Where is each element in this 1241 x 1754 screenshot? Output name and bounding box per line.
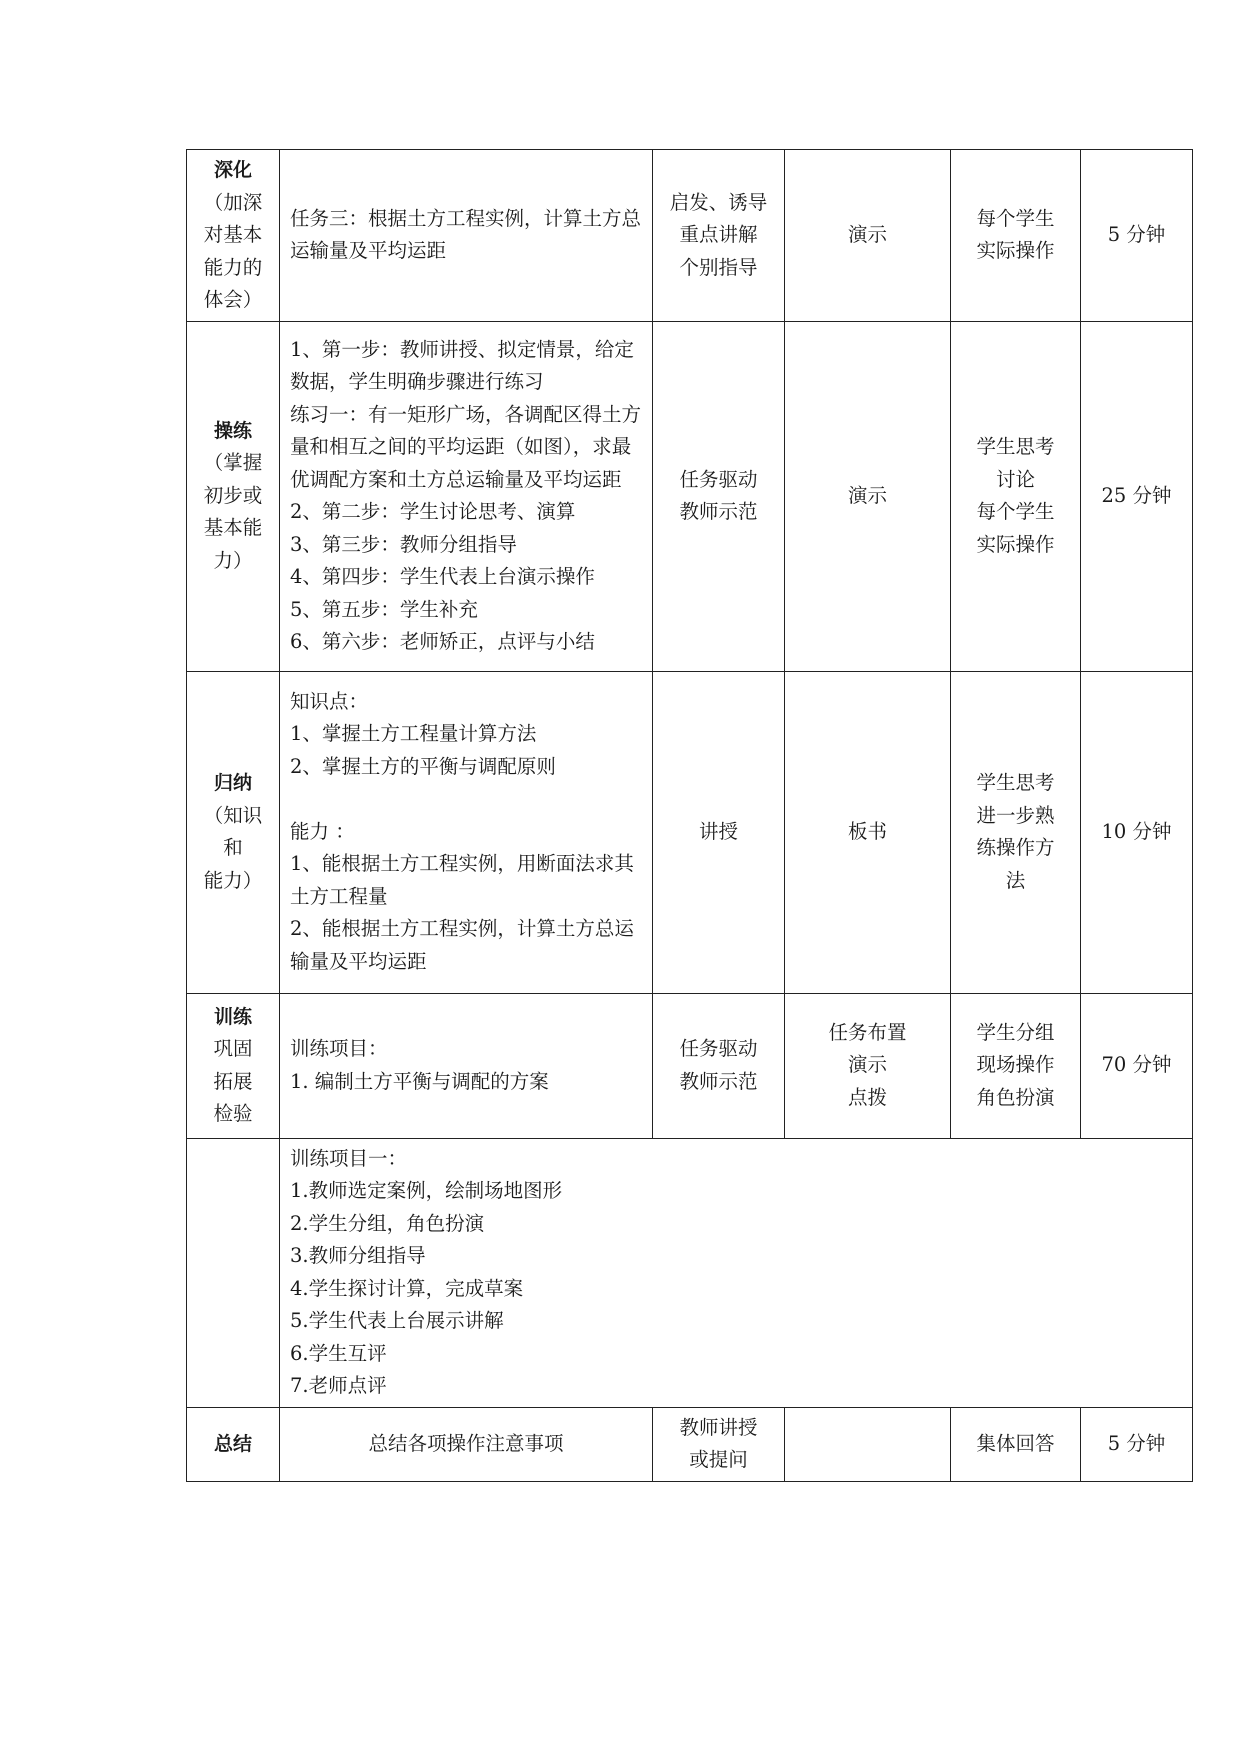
- student-activity-cell: 学生思考 进一步熟 练操作方 法: [951, 671, 1081, 993]
- training-detail-cell: 训练项目一： 1.教师选定案例，绘制场地图形 2.学生分组，角色扮演 3.教师分组指导 4.学生探讨计算，完成草案 5.学生代表上台展示讲解 6.学生互评 7.老师点评: [280, 1138, 1193, 1407]
- empty-stage-cell: [187, 1138, 280, 1407]
- content-cell: 总结各项操作注意事项: [280, 1407, 653, 1481]
- student-activity-cell: 学生分组 现场操作 角色扮演: [951, 993, 1081, 1138]
- stage-title: 操练: [213, 419, 252, 442]
- stage-title: 深化: [213, 159, 252, 181]
- stage-cell: [187, 150, 280, 322]
- stage-cell: [187, 671, 280, 993]
- stage-subtitle: （掌握 初步或 基本能 力）: [203, 451, 263, 572]
- means-cell: 演示: [785, 150, 951, 322]
- stage-subtitle: （加深 对基本 能力的 体会）: [203, 190, 263, 311]
- time-cell: 10 分钟: [1081, 671, 1193, 993]
- content-cell: 1、第一步：教师讲授、拟定情景，给定数据，学生明确步骤进行练习 练习一：有一矩形广场，各调配区得土方量和相互之间的平均运距（如图），求最优调配方案和土方总运输量及平均运距 2、第二步：学生讨论思考、演算 3、第三步：教师分组指导 4、第四步：学生代表上台演示操作 5、第五步：学生补充 6、第六步：老师矫正，点评与小结: [280, 321, 653, 671]
- table-row-training: [187, 993, 1193, 1138]
- time-cell: 70 分钟: [1081, 993, 1193, 1138]
- stage-cell: [187, 321, 280, 671]
- stage-subtitle: （知识 和 能力）: [203, 803, 263, 892]
- table-row-training-detail: [187, 1138, 1193, 1407]
- lesson-plan-table: [186, 149, 1193, 1482]
- student-activity-cell: 每个学生 实际操作: [951, 150, 1081, 322]
- student-activity-cell: 学生思考 讨论 每个学生 实际操作: [951, 321, 1081, 671]
- content-cell: 任务三：根据土方工程实例，计算土方总运输量及平均运距: [280, 150, 653, 322]
- time-cell: 5 分钟: [1081, 1407, 1193, 1481]
- method-cell: 任务驱动 教师示范: [653, 321, 785, 671]
- stage-cell: [187, 1407, 280, 1481]
- method-cell: 讲授: [653, 671, 785, 993]
- means-cell: 板书: [785, 671, 951, 993]
- stage-title: 训练: [213, 1005, 252, 1028]
- table-row-practice: [187, 321, 1193, 671]
- method-cell: 任务驱动 教师示范: [653, 993, 785, 1138]
- stage-title: 归纳: [213, 772, 252, 794]
- content-cell: 训练项目： 1. 编制土方平衡与调配的方案: [280, 993, 653, 1138]
- stage-title: 总结: [213, 1432, 252, 1455]
- table-row-summarize: [187, 671, 1193, 993]
- means-cell: 任务布置 演示 点拨: [785, 993, 951, 1138]
- means-cell: [785, 1407, 951, 1481]
- method-cell: 启发、诱导 重点讲解 个别指导: [653, 150, 785, 322]
- method-cell: 教师讲授 或提问: [653, 1407, 785, 1481]
- table-row-deepen: [187, 150, 1193, 322]
- content-cell: 知识点： 1、掌握土方工程量计算方法 2、掌握土方的平衡与调配原则 能力 ： 1、能根据土方工程实例，用断面法求其土方工程量 2、能根据土方工程实例，计算土方总运输量及平均运距: [280, 671, 653, 993]
- stage-cell: [187, 993, 280, 1138]
- table-row-conclusion: [187, 1407, 1193, 1481]
- time-cell: 25 分钟: [1081, 321, 1193, 671]
- means-cell: 演示: [785, 321, 951, 671]
- stage-subtitle: 巩固 拓展 检验: [213, 1037, 253, 1125]
- student-activity-cell: 集体回答: [951, 1407, 1081, 1481]
- time-cell: 5 分钟: [1081, 150, 1193, 322]
